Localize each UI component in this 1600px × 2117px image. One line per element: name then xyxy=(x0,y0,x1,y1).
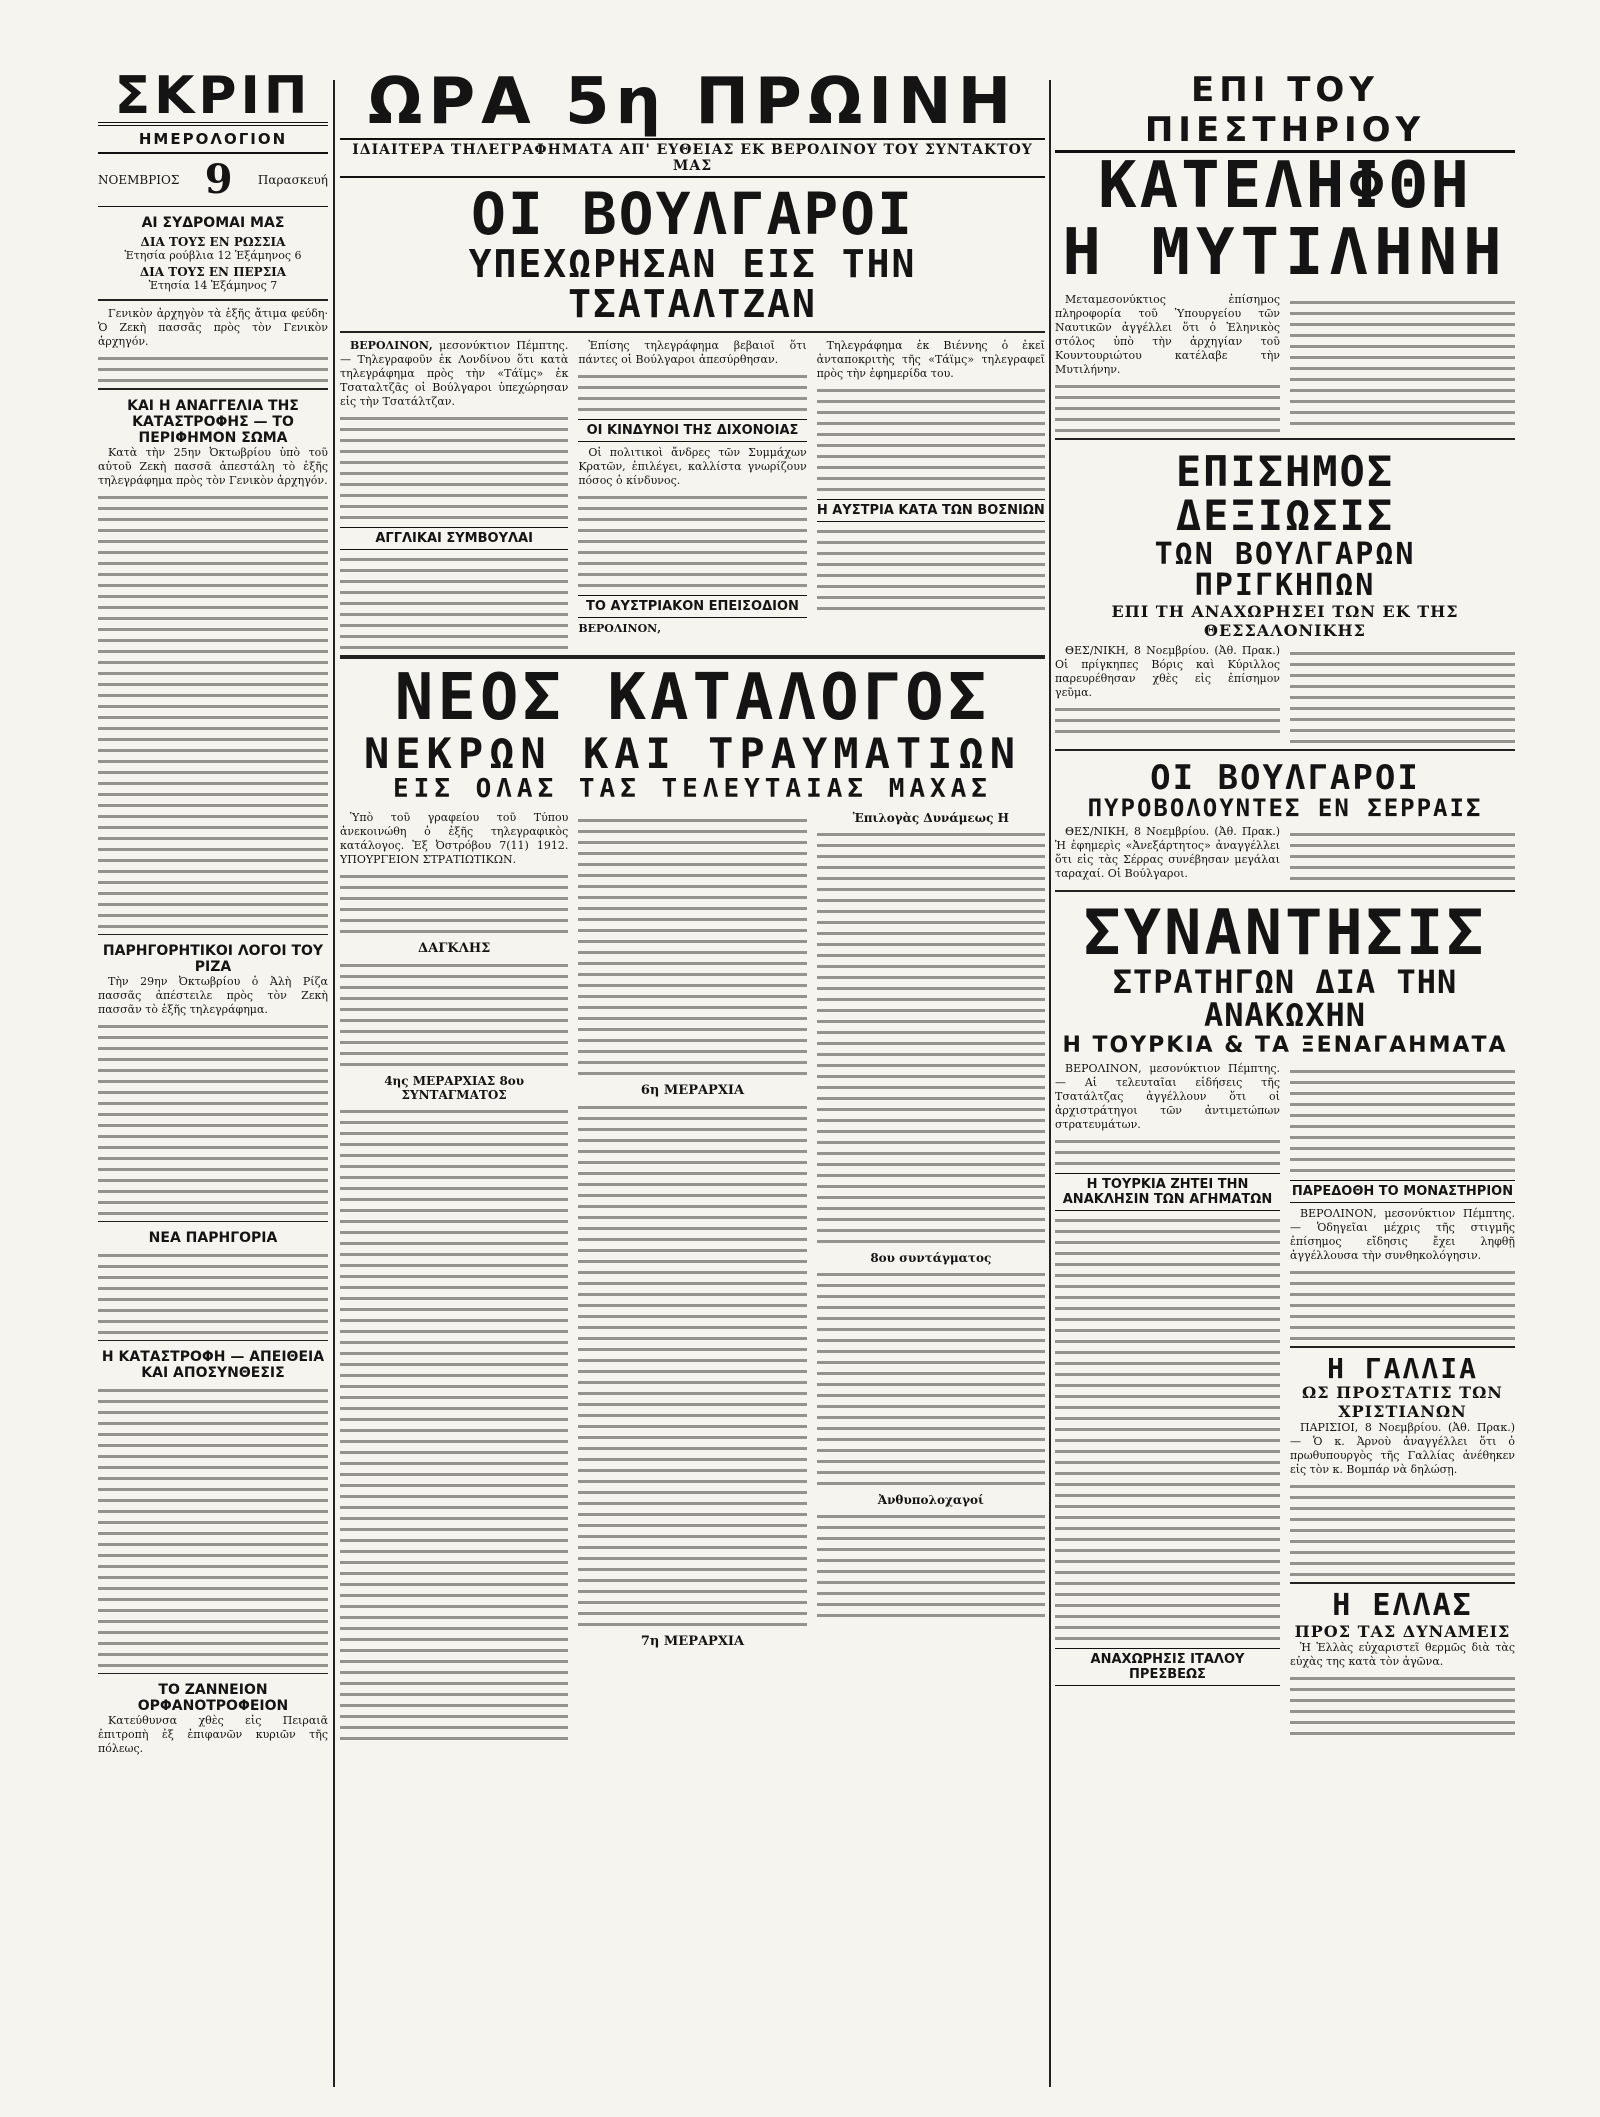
subscriptions-persia: ΔΙΑ ΤΟΥΣ ΕΝ ΠΕΡΣΙΑ xyxy=(139,265,287,279)
headline-sub: Η ΤΟΥΡΚΙΑ & ΤΑ ΞΕΝΑΓΑΗΜΑΤΑ xyxy=(1062,1032,1508,1058)
article-heading: ΝΕΑ ΠΑΡΗΓΟΡΙΑ xyxy=(148,1230,278,1246)
headline: ΟΙ ΒΟΥΛΓΑΡΟΙ xyxy=(1150,757,1420,798)
left-column xyxy=(98,70,328,2097)
list-heading: ΔΑΓΚΛΗΣ xyxy=(418,941,491,957)
headline-sub: ΤΩΝ ΒΟΥΛΓΑΡΩΝ ΠΡΙΓΚΗΠΩΝ xyxy=(1154,536,1416,604)
article-text: Τὴν 29ην Ὀκτωβρίου ὁ Ἀλὴ Ρίζα πασσᾶς ἀπέστειλε πρὸς τὸν Ζεκὴ πασσᾶν τὸ ἑξῆς τηλεγράφημα. xyxy=(98,975,328,1016)
list-heading: 7η ΜΕΡΑΡΧΙΑ xyxy=(640,1634,745,1650)
article-heading: ΠΑΡΗΓΟΡΗΤΙΚΟΙ ΛΟΓΟΙ ΤΟΥ ΡΙΖΑ xyxy=(102,943,324,975)
headline-sub: ΕΠΙ ΤΗ ΑΝΑΧΩΡΗΣΕΙ ΤΩΝ ΕΚ ΤΗΣ ΘΕΣΣΑΛΟΝΙΚΗΣ xyxy=(1111,601,1459,640)
list-heading: Ἀνθυπολοχαγοί xyxy=(877,1493,984,1508)
article-text: ΒΕΡΟΛΙΝΟΝ, μεσονύκτιον Πέμπτης. — Αἱ τελευταῖαι εἰδήσεις τῆς Τσατάλτζας ἀγγέλλουν ὅτι οἱ ἀρχιστράτηγοι τῶν ἀντιμετώπων στρατευμάτων. xyxy=(1055,1061,1280,1131)
headline-sub: ΕΙΣ ΟΛΑΣ ΤΑΣ ΤΕΛΕΥΤΑΙΑΣ ΜΑΧΑΣ xyxy=(393,773,992,804)
article-text: ΘΕΣ/ΝΙΚΗ, 8 Νοεμβρίου. (Ἀθ. Πρακ.) Οἱ πρίγκηπες Βόρις καὶ Κύριλλος παρευρέθησαν χθὲς εἰς ἐπίσημον γεῦμα. xyxy=(1055,643,1280,699)
article-heading: Η ΑΥΣΤΡΙΑ ΚΑΤΑ ΤΩΝ ΒΟΣΝΙΩΝ xyxy=(817,499,1045,522)
headline-sub: ΥΠΕΧΩΡΗΣΑΝ ΕΙΣ ΤΗΝ ΤΣΑΤΑΛΤΖΑΝ xyxy=(468,241,917,326)
article-text: ΒΕΡΟΛΙΝΟΝ, μεσονύκτιον Πέμπτης. — Ὁδηγεῖαι μέχρις τῆς στιγμῆς ἐπίσημος εἴδησις ἔχει ληφθῇ ἀγγέλλουσα τὴν συνθηκολόγησιν. xyxy=(1290,1206,1515,1262)
list-heading: 8ου συντάγματος xyxy=(870,1251,992,1266)
headline: ΚΑΤΕΛΗΦΘΗ xyxy=(1098,149,1472,223)
article-text: Ὑπὸ τοῦ γραφείου τοῦ Τύπου ἀνεκοινώθη ὁ ἑξῆς τηλεγραφικὸς κατάλογος. Ἐξ Ὀστρόβου 7(11) 1912. ΥΠΟΥΡΓΕΙΟΝ ΣΤΡΑΤΙΩΤΙΚΩΝ. xyxy=(340,811,569,867)
list-heading: 6η ΜΕΡΑΡΧΙΑ xyxy=(640,1083,745,1099)
headline: ΝΕΟΣ ΚΑΤΑΛΟΓΟΣ xyxy=(394,660,991,735)
article-heading: ΠΑΡΕΔΟΘΗ ΤΟ ΜΟΝΑΣΤΗΡΙΟΝ xyxy=(1290,1180,1515,1203)
article-text: Τηλεγράφημα ἐκ Βιέννης ὁ ἐκεῖ ἀνταποκριτὴς τῆς «Τάϊμς» τηλεγραφεῖ πρὸς τὴν ἐφημερίδα του. xyxy=(816,338,1045,380)
headline: ΕΠΙΣΗΜΟΣ ΔΕΞΙΩΣΙΣ xyxy=(1175,447,1395,541)
date-day: 9 xyxy=(204,156,233,203)
list-heading: Ἐπιλογὰς Δυνάμεως Η xyxy=(852,811,1009,826)
headline-sub: ΠΥΡΟΒΟΛΟΥΝΤΕΣ ΕΝ ΣΕΡΡΑΙΣ xyxy=(1087,794,1483,823)
article-text: ΠΑΡΙΣΙΟΙ, 8 Νοεμβρίου. (Ἀθ. Πρακ.) — Ὁ κ. Ἀρνοὺ ἀναγγέλλει ὅτι ὁ πρωθυπουργὸς τῆς Γαλλίας ἀνέθηκεν εἰς τὸν κ. Βομπάρ νὰ δηλώσῃ. xyxy=(1290,1421,1515,1477)
subscriptions-russia: ΔΙΑ ΤΟΥΣ ΕΝ ΡΩΣΣΙΑ xyxy=(140,235,286,249)
date-weekday: Παρασκευή xyxy=(257,173,328,187)
column-divider xyxy=(1049,80,1051,2087)
subscriptions-persia-rate: Ἑτησία 14 Ἑξάμηνος 7 xyxy=(148,279,278,292)
headline-sub: ΣΤΡΑΤΗΓΩΝ ΔΙΑ ΤΗΝ ΑΝΑΚΩΧΗΝ xyxy=(1112,962,1458,1035)
headline: ΣΥΝΑΝΤΗΣΙΣ xyxy=(1083,896,1487,970)
article-heading: ΟΙ ΚΙΝΔΥΝΟΙ ΤΗΣ ΔΙΧΟΝΟΙΑΣ xyxy=(578,419,806,442)
headline: Η ΓΑΛΛΙΑ xyxy=(1327,1351,1478,1385)
article-heading: ΚΑΙ Η ΑΝΑΓΓΕΛΙΑ ΤΗΣ ΚΑΤΑΣΤΡΟΦΗΣ — ΤΟ ΠΕΡΙΦΗΜΟΝ ΣΩΜΑ xyxy=(127,398,299,446)
subscriptions-russia-rate: Ἑτησία ρούβλια 12 Ἑξάμηνος 6 xyxy=(124,249,302,262)
article-heading: Η ΚΑΤΑΣΤΡΟΦΗ — ΑΠΕΙΘΕΙΑ ΚΑΙ ΑΠΟΣΥΝΘΕΣΙΣ xyxy=(101,1349,325,1381)
article-heading: ΑΓΓΛΙΚΑΙ ΣΥΜΒΟΥΛΑΙ xyxy=(340,527,568,550)
article-text: Κατεύθυνσα χθὲς εἰς Πειραιᾶ ἐπιτροπὴ ἐξ ἐπιφανῶν κυριῶν τῆς πόλεως. xyxy=(98,1714,328,1755)
column-divider xyxy=(333,80,335,2087)
date-line xyxy=(98,154,328,207)
article-text: Ἐπίσης τηλεγράφημα βεβαιοῖ ὅτι πάντες οἱ Βούλγαροι ἀπεσύρθησαν. xyxy=(578,338,807,366)
article-text: Γενικὸν ἀρχηγὸν τὰ ἑξῆς ἄτιμα φεύδη· Ὁ Ζεκὴ πασσᾶς πρὸς τὸν Γενικὸν ἀρχηγόν. xyxy=(98,307,328,348)
headline-sub: ΝΕΚΡΩΝ ΚΑΙ ΤΡΑΥΜΑΤΙΩΝ xyxy=(363,728,1021,778)
date-month: ΝΟΕΜΒΡΙΟΣ xyxy=(98,173,180,187)
headline: ΟΙ ΒΟΥΛΓΑΡΟΙ xyxy=(470,180,915,248)
headline: Η ΕΛΛΑΣ xyxy=(1332,1588,1473,1624)
article-heading: Η ΤΟΥΡΚΙΑ ΖΗΤΕΙ ΤΗΝ ΑΝΑΚΛΗΣΙΝ ΤΩΝ ΑΓΗΜΑΤΩΝ xyxy=(1055,1173,1280,1211)
article-text: Μεταμεσονύκτιος ἐπίσημος πληροφορία τοῦ Ὑπουργείου τῶν Ναυτικῶν ἀγγέλλει ὅτι ὁ Ἐληνικὸς στόλος ὑπὸ τὴν ἀρχηγίαν τοῦ Κουντουριώτου κατέλαβε τὴν Μυτιλήνην. xyxy=(1055,293,1280,377)
section-title: ΕΠΙ ΤΟΥ ΠΙΕΣΤΗΡΙΟΥ xyxy=(1055,70,1515,153)
article-heading: ΤΟ ΖΑΝΝΕΙΟΝ ΟΡΦΑΝΟΤΡΟΦΕΙΟΝ xyxy=(137,1682,289,1714)
right-column xyxy=(1055,70,1515,2097)
article-text: ΘΕΣ/ΝΙΚΗ, 8 Νοεμβρίου. (Ἀθ. Πρακ.) Ἡ ἐφημερὶς «Ἀνεξάρτητος» ἀναγγέλλει ὅτι εἰς τὰς Σέρρας συνέβησαν μεγάλαι ταραχαί. Οἱ Βούλγαροι. xyxy=(1055,825,1280,881)
article-text: ΒΕΡΟΛΙΝΟΝ, μεσονύκτιον Πέμπτης. — Τηλεγραφοῦν ἐκ Λονδίνου ὅτι κατὰ τηλεγράφημα πρὸς τὴν «Τάϊμς» ἐκ Τσαταλτζᾶς οἱ Βούλγαροι ὑπεχώρησαν εἰς τὴν Τσατάλτζαν. xyxy=(340,338,569,408)
subscriptions-title: ΑΙ ΣΥΔΡΟΜΑΙ ΜΑΣ xyxy=(141,215,285,231)
article-heading: ΤΟ ΑΥΣΤΡΙΑΚΟΝ ΕΠΕΙΣΟΔΙΟΝ xyxy=(578,595,806,618)
middle-column: ΩΡΑ 5η ΠΡΩΙΝΗ ΙΔΙΑΙΤΕΡΑ ΤΗΛΕΓΡΑΦΗΜΑΤΑ ΑΠ' ΕΥΘΕΙΑΣ ΕΚ ΒΕΡΟΛΙΝΟΥ ΤΟΥ ΣΥΝΤΑΚΤΟΥ ΜΑΣ ΟΙ ΒΟΥΛΓΑΡΟΙ ΥΠΕΧΩΡΗΣΑΝ ΕΙΣ ΤΗΝ ΤΣΑΤΑΛΤΖΑΝ ΒΕΡΟΛΙΝΟΝ, μεσονύκτιον Πέμπτης. — Τηλεγραφοῦν ἐκ Λονδίνου ὅτι κατὰ τηλεγράφημα πρὸς τὴν «Τάϊμς» ἐκ Τσαταλτζᾶς οἱ Βούλγαροι ὑπεχώρησαν εἰς τὴν Τσατάλτζαν. ΑΓΓΛΙΚΑΙ ΣΥΜΒΟΥΛΑΙ Ἐπίσης τηλεγράφημα βεβαιοῖ ὅτι πάντες οἱ Βούλγαροι ἀπεσύρθησαν. ΟΙ ΚΙΝΔΥΝΟΙ ΤΗΣ ΔΙΧΟΝΟΙΑΣ Οἱ πολιτικοὶ ἄνδρες τῶν Συμμάχων Κρατῶν, ἐπιλέγει, καλλίστα γνωρίζουν πόσος ὁ κίνδυνος. ΤΟ ΑΥΣΤΡΙΑΚΟΝ ΕΠΕΙΣΟΔΙΟΝ ΒΕΡΟΛΙΝΟΝ, Τηλεγράφημα ἐκ Βιέννης ὁ ἐκεῖ ἀνταποκριτὴς τῆς «Τάϊμς» τηλεγραφεῖ πρὸς τὴν ἐφημερίδα του. Η ΑΥΣΤΡΙΑ ΚΑΤΑ ΤΩΝ ΒΟΣΝΙΩΝ ΝΕΟΣ ΚΑΤΑΛΟΓΟΣ ΝΕΚΡΩΝ ΚΑΙ ΤΡΑΥΜΑΤΙΩΝ ΕΙΣ ΟΛΑΣ ΤΑΣ ΤΕΛΕΥΤΑΙΑΣ ΜΑΧΑΣ Ὑπὸ τοῦ γραφείου τοῦ Τύπου ἀνεκοινώθη ὁ ἑξῆς τηλεγραφικὸς κατάλογος. Ἐξ Ὀστρόβου 7(11) 1912. ΥΠΟΥΡΓΕΙΟΝ ΣΤΡΑΤΙΩΤΙΚΩΝ. ΔΑΓΚΛΗΣ 4ης ΜΕΡΑΡΧΙΑΣ 8ου ΣΥΝΤΑΓΜΑΤΟΣ 6η ΜΕΡΑΡΧΙΑ 7η ΜΕΡΑΡΧΙΑ Ἐπιλογὰς Δυνάμεως Η 8ου συντάγματος Ἀνθυπολοχαγοί xyxy=(340,70,1045,2097)
edition-subtitle: ΙΔΙΑΙΤΕΡΑ ΤΗΛΕΓΡΑΦΗΜΑΤΑ ΑΠ' ΕΥΘΕΙΑΣ ΕΚ ΒΕΡΟΛΙΝΟΥ ΤΟΥ ΣΥΝΤΑΚΤΟΥ ΜΑΣ xyxy=(340,138,1045,178)
article-heading: ΑΝΑΧΩΡΗΣΙΣ ΙΤΑΛΟΥ ΠΡΕΣΒΕΩΣ xyxy=(1055,1648,1280,1686)
masthead-title: ΣΚΡΙΠ xyxy=(98,70,328,126)
headline-sub: ΠΡΟΣ ΤΑΣ ΔΥΝΑΜΕΙΣ xyxy=(1294,1621,1511,1641)
article-text: Ἡ Ἑλλὰς εὐχαριστεῖ θερμῶς διὰ τὰς εὐχὰς της κατὰ τὸν ἀγῶνα. xyxy=(1290,1640,1515,1668)
list-heading: 4ης ΜΕΡΑΡΧΙΑΣ 8ου ΣΥΝΤΑΓΜΑΤΟΣ xyxy=(384,1074,525,1103)
headline-sub: Η ΜΥΤΙΛΗΝΗ xyxy=(1062,216,1508,291)
calendar-label: ΗΜΕΡΟΛΟΓΙΟΝ xyxy=(98,126,328,154)
headline-sub: ΩΣ ΠΡΟΣΤΑΤΙΣ ΤΩΝ ΧΡΙΣΤΙΑΝΩΝ xyxy=(1302,1383,1503,1422)
article-text: Οἱ πολιτικοὶ ἄνδρες τῶν Συμμάχων Κρατῶν, ἐπιλέγει, καλλίστα γνωρίζουν πόσος ὁ κίνδυνος. xyxy=(578,445,807,487)
article-text: Κατὰ τὴν 25ην Ὀκτωβρίου ὑπὸ τοῦ αὐτοῦ Ζεκὴ πασσᾶ ἀπεστάλη τὸ ἑξῆς τηλεγράφημα πρὸς τὸν Γενικὸν ἀρχηγόν. xyxy=(98,446,328,487)
edition-title: ΩΡΑ 5η ΠΡΩΙΝΗ xyxy=(367,70,1018,139)
